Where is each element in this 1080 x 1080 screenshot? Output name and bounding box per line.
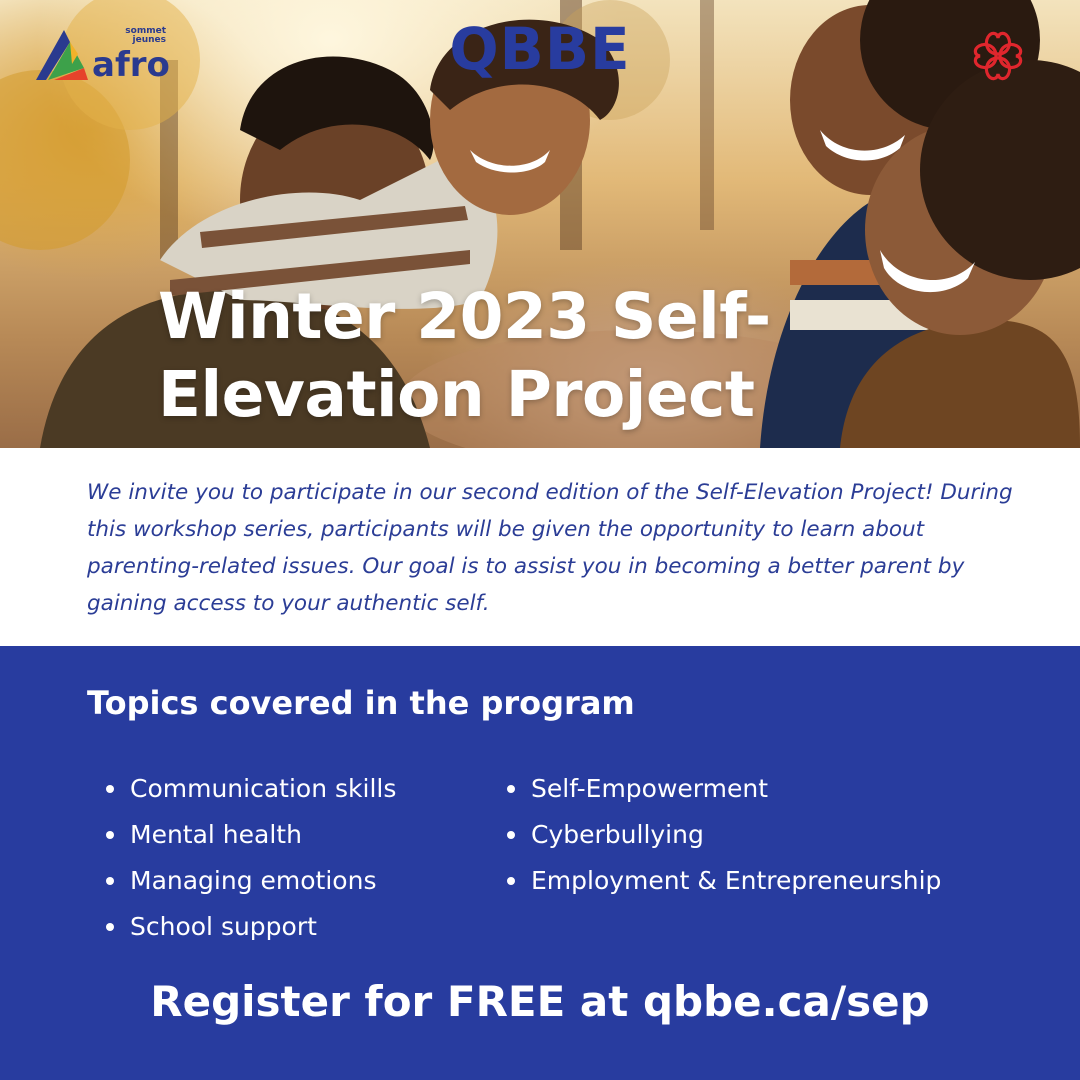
qbbe-logo: QBBE bbox=[449, 15, 631, 83]
hero-title: Winter 2023 Self-Elevation Project bbox=[158, 280, 771, 431]
bullet-icon bbox=[507, 785, 515, 793]
register-cta: Register for FREE at qbbe.ca/sep bbox=[150, 977, 930, 1026]
topic-item bbox=[505, 812, 941, 858]
topic-label: Communication skills bbox=[130, 774, 397, 803]
topics-list-left bbox=[104, 766, 396, 950]
topic-label: School support bbox=[130, 912, 317, 941]
topics-list-right bbox=[505, 766, 941, 904]
topic-item bbox=[104, 904, 396, 950]
intro-paragraph: We invite you to participate in our second edition of the Self-Elevation Project! During this workshop series, participants will be given the opportunity to learn about parenting-related issues. Our goal is to assist you in becoming a better parent by gaining access to your authentic self. bbox=[87, 480, 1013, 616]
topic-label: Cyberbullying bbox=[531, 820, 704, 849]
topic-item bbox=[104, 858, 396, 904]
topics-panel bbox=[0, 646, 1080, 1080]
bullet-icon bbox=[106, 923, 114, 931]
topic-item bbox=[104, 766, 396, 812]
bullet-icon bbox=[507, 877, 515, 885]
hero-photo bbox=[0, 0, 1080, 448]
topic-item bbox=[505, 766, 941, 812]
afro-logo-icon bbox=[30, 24, 190, 86]
topic-item bbox=[505, 858, 941, 904]
topic-item bbox=[104, 812, 396, 858]
bullet-icon bbox=[106, 785, 114, 793]
montreal-emblem-icon bbox=[966, 24, 1030, 88]
topics-heading: Topics covered in the program bbox=[87, 684, 635, 722]
bullet-icon bbox=[106, 831, 114, 839]
afro-logo-small-top: sommet bbox=[125, 26, 166, 36]
afro-logo-small-bottom: jeunes bbox=[132, 35, 166, 45]
topic-label: Self-Empowerment bbox=[531, 774, 769, 803]
topic-label: Managing emotions bbox=[130, 866, 377, 895]
sommet-jeunes-afro-logo bbox=[30, 24, 190, 86]
afro-logo-word: afro bbox=[92, 45, 170, 85]
bullet-icon bbox=[507, 831, 515, 839]
topic-label: Employment & Entrepreneurship bbox=[531, 866, 942, 895]
topic-label: Mental health bbox=[130, 820, 302, 849]
bullet-icon bbox=[106, 877, 114, 885]
